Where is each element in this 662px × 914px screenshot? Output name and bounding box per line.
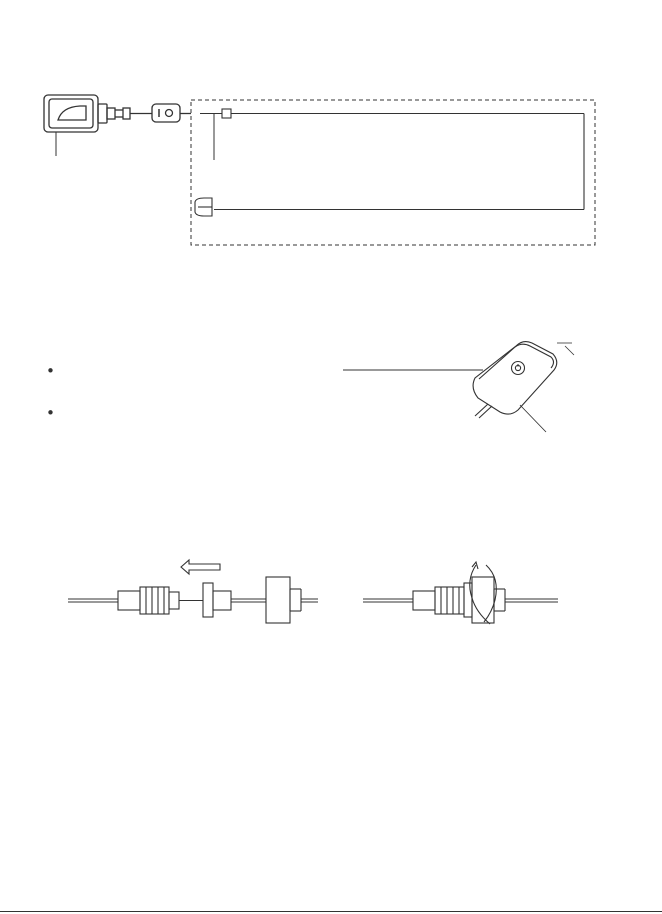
bullet-dot-icon: • — [46, 362, 55, 380]
bullet-item — [46, 361, 346, 381]
cable-connect-diagram — [68, 560, 318, 623]
bullet-item — [46, 403, 346, 423]
adapter-icon — [44, 95, 191, 132]
string-wire — [195, 109, 584, 216]
bottom-rule — [0, 911, 662, 912]
controller-icon — [473, 342, 574, 432]
light-source-boundary — [191, 100, 595, 245]
cable-tightened-diagram — [363, 562, 558, 624]
bullet-dot-icon: • — [46, 404, 55, 422]
